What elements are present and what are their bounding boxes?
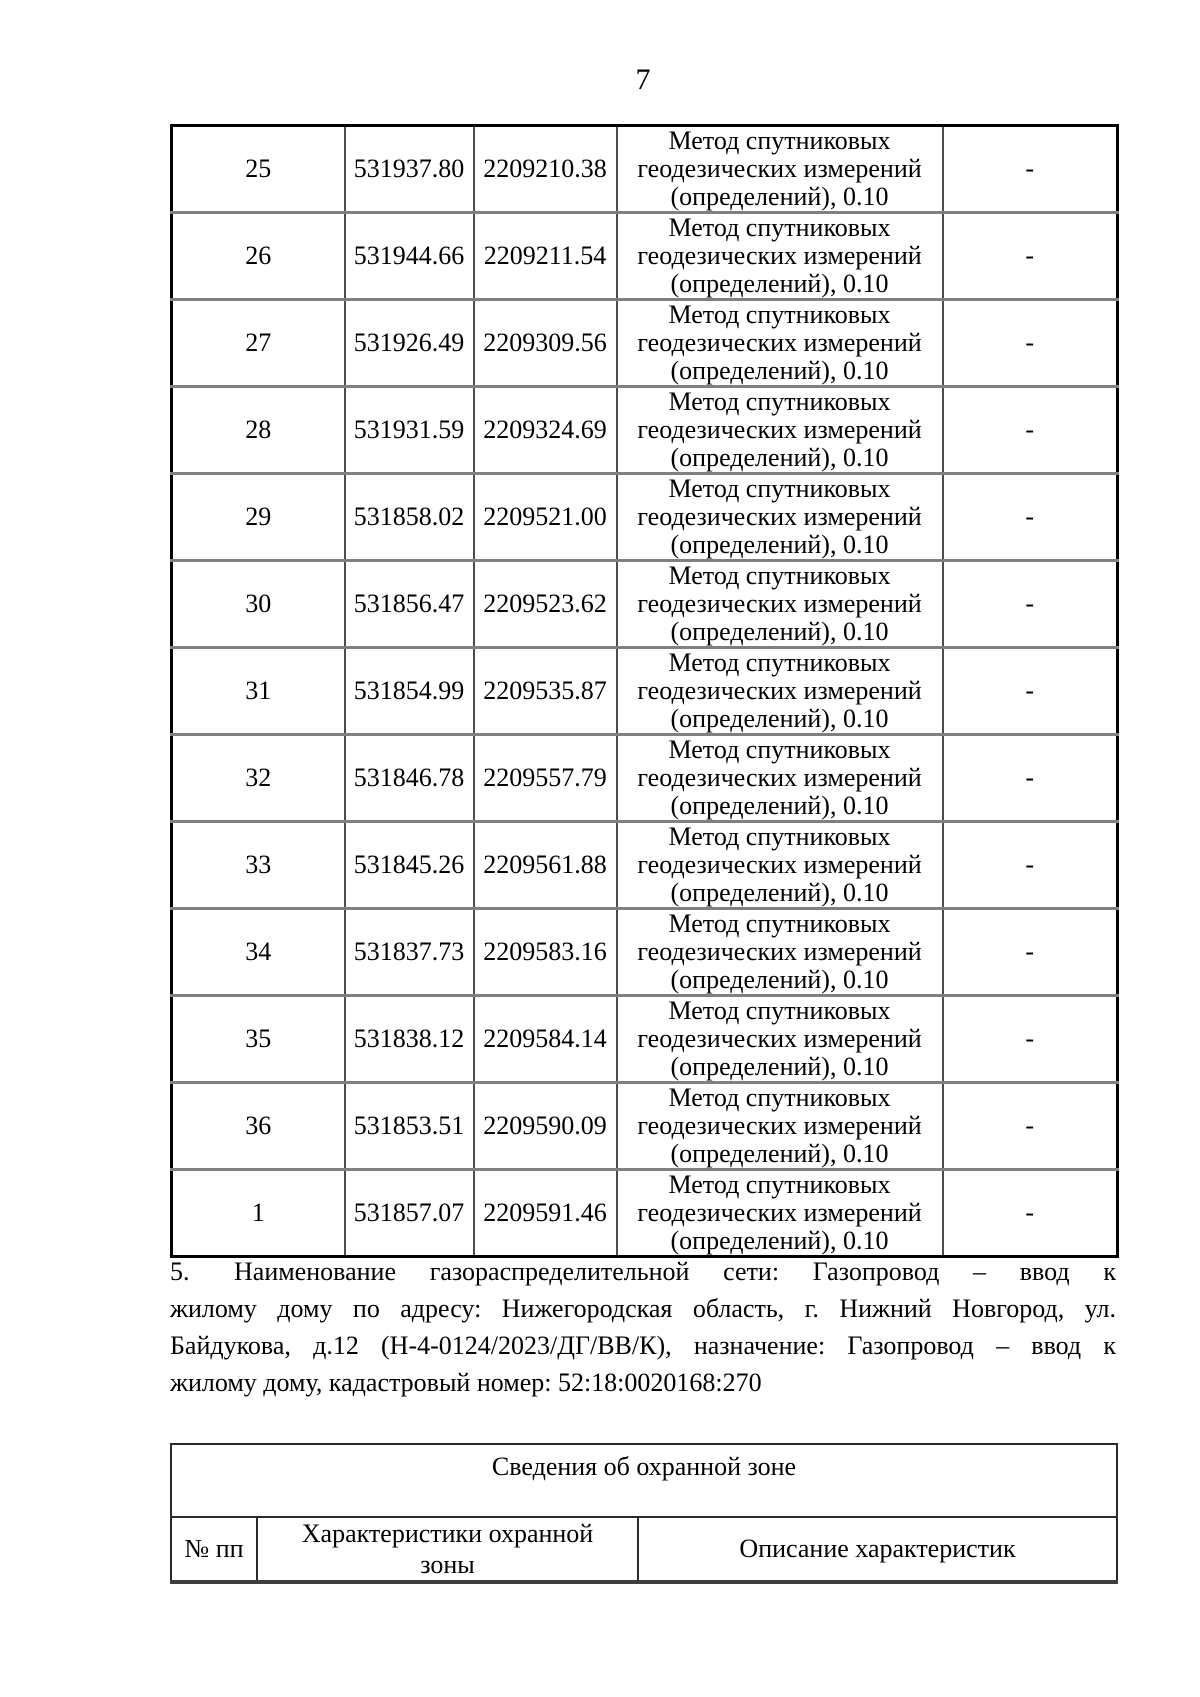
coordinates-table (170, 124, 1119, 1258)
paragraph-line-4: жилому дому, кадастровый номер: 52:18:0020168:270 (170, 1368, 762, 1397)
point-number-cell: 1 (172, 1170, 345, 1257)
method-cell: Метод спутниковых геодезических измерений (определений), 0.10 (617, 735, 943, 822)
y-coordinate-cell: 2209557.79 (474, 735, 617, 822)
y-coordinate-cell: 2209591.46 (474, 1170, 617, 1257)
coordinate-row (172, 1170, 1118, 1257)
accuracy-cell: - (943, 996, 1118, 1083)
section-5-paragraph (170, 1253, 1116, 1401)
accuracy-cell: - (943, 300, 1118, 387)
x-coordinate-cell: 531937.80 (345, 126, 474, 213)
point-number-cell: 31 (172, 648, 345, 735)
y-coordinate-cell: 2209590.09 (474, 1083, 617, 1170)
zone-header-description: Описание характеристик (638, 1517, 1117, 1582)
point-number-cell: 29 (172, 474, 345, 561)
accuracy-cell: - (943, 126, 1118, 213)
accuracy-cell: - (943, 387, 1118, 474)
coordinate-row (172, 300, 1118, 387)
method-cell: Метод спутниковых геодезических измерений (определений), 0.10 (617, 213, 943, 300)
method-cell: Метод спутниковых геодезических измерений (определений), 0.10 (617, 387, 943, 474)
y-coordinate-cell: 2209523.62 (474, 561, 617, 648)
y-coordinate-cell: 2209211.54 (474, 213, 617, 300)
section-number: 5. (170, 1257, 190, 1286)
x-coordinate-cell: 531845.26 (345, 822, 474, 909)
method-cell: Метод спутниковых геодезических измерений (определений), 0.10 (617, 909, 943, 996)
coordinate-row (172, 996, 1118, 1083)
x-coordinate-cell: 531931.59 (345, 387, 474, 474)
accuracy-cell: - (943, 648, 1118, 735)
method-cell: Метод спутниковых геодезических измерений (определений), 0.10 (617, 1170, 943, 1257)
protection-zone-table (170, 1443, 1118, 1584)
method-cell: Метод спутниковых геодезических измерений (определений), 0.10 (617, 561, 943, 648)
paragraph-line-2: жилому дому по адресу: Нижегородская область, г. Нижний Новгород, ул. (170, 1294, 1116, 1323)
zone-header-characteristics-line1: Характеристики охранной (301, 1519, 594, 1548)
y-coordinate-cell: 2209309.56 (474, 300, 617, 387)
zone-table-title: Сведения об охранной зоне (171, 1444, 1117, 1517)
x-coordinate-cell: 531926.49 (345, 300, 474, 387)
point-number-cell: 35 (172, 996, 345, 1083)
paragraph-line-3: Байдукова, д.12 (Н-4-0124/2023/ДГ/ВВ/К), назначение: Газопровод – ввод к (170, 1331, 1116, 1360)
x-coordinate-cell: 531838.12 (345, 996, 474, 1083)
accuracy-cell: - (943, 561, 1118, 648)
zone-header-characteristics (257, 1517, 638, 1582)
coordinate-row (172, 648, 1118, 735)
x-coordinate-cell: 531837.73 (345, 909, 474, 996)
coordinate-row (172, 735, 1118, 822)
x-coordinate-cell: 531857.07 (345, 1170, 474, 1257)
accuracy-cell: - (943, 909, 1118, 996)
coordinate-row (172, 1083, 1118, 1170)
zone-table-header-row (171, 1517, 1117, 1582)
x-coordinate-cell: 531853.51 (345, 1083, 474, 1170)
coordinate-row (172, 387, 1118, 474)
method-cell: Метод спутниковых геодезических измерений (определений), 0.10 (617, 648, 943, 735)
method-cell: Метод спутниковых геодезических измерений (определений), 0.10 (617, 300, 943, 387)
method-cell: Метод спутниковых геодезических измерений (определений), 0.10 (617, 126, 943, 213)
accuracy-cell: - (943, 474, 1118, 561)
y-coordinate-cell: 2209583.16 (474, 909, 617, 996)
y-coordinate-cell: 2209561.88 (474, 822, 617, 909)
method-cell: Метод спутниковых геодезических измерений (определений), 0.10 (617, 474, 943, 561)
point-number-cell: 28 (172, 387, 345, 474)
coordinate-row (172, 474, 1118, 561)
accuracy-cell: - (943, 822, 1118, 909)
x-coordinate-cell: 531944.66 (345, 213, 474, 300)
x-coordinate-cell: 531846.78 (345, 735, 474, 822)
point-number-cell: 27 (172, 300, 345, 387)
coordinate-row (172, 909, 1118, 996)
point-number-cell: 36 (172, 1083, 345, 1170)
paragraph-line-1 (170, 1253, 1116, 1290)
accuracy-cell: - (943, 1170, 1118, 1257)
point-number-cell: 34 (172, 909, 345, 996)
y-coordinate-cell: 2209521.00 (474, 474, 617, 561)
zone-header-characteristics-line2: зоны (420, 1550, 475, 1579)
page-number: 7 (635, 63, 651, 96)
coordinates-table-body (172, 126, 1118, 1257)
x-coordinate-cell: 531854.99 (345, 648, 474, 735)
point-number-cell: 30 (172, 561, 345, 648)
point-number-cell: 32 (172, 735, 345, 822)
paragraph-line-1-text: Наименование газораспределительной сети: Газопровод – ввод к (234, 1257, 1116, 1286)
method-cell: Метод спутниковых геодезических измерений (определений), 0.10 (617, 996, 943, 1083)
point-number-cell: 26 (172, 213, 345, 300)
accuracy-cell: - (943, 1083, 1118, 1170)
coordinate-row (172, 213, 1118, 300)
method-cell: Метод спутниковых геодезических измерений (определений), 0.10 (617, 1083, 943, 1170)
zone-header-npp: № пп (171, 1517, 257, 1582)
point-number-cell: 33 (172, 822, 345, 909)
point-number-cell: 25 (172, 126, 345, 213)
y-coordinate-cell: 2209584.14 (474, 996, 617, 1083)
x-coordinate-cell: 531856.47 (345, 561, 474, 648)
y-coordinate-cell: 2209210.38 (474, 126, 617, 213)
method-cell: Метод спутниковых геодезических измерений (определений), 0.10 (617, 822, 943, 909)
coordinate-row (172, 126, 1118, 213)
x-coordinate-cell: 531858.02 (345, 474, 474, 561)
accuracy-cell: - (943, 735, 1118, 822)
y-coordinate-cell: 2209324.69 (474, 387, 617, 474)
zone-table-title-row (171, 1444, 1117, 1517)
accuracy-cell: - (943, 213, 1118, 300)
coordinate-row (172, 561, 1118, 648)
coordinate-row (172, 822, 1118, 909)
y-coordinate-cell: 2209535.87 (474, 648, 617, 735)
